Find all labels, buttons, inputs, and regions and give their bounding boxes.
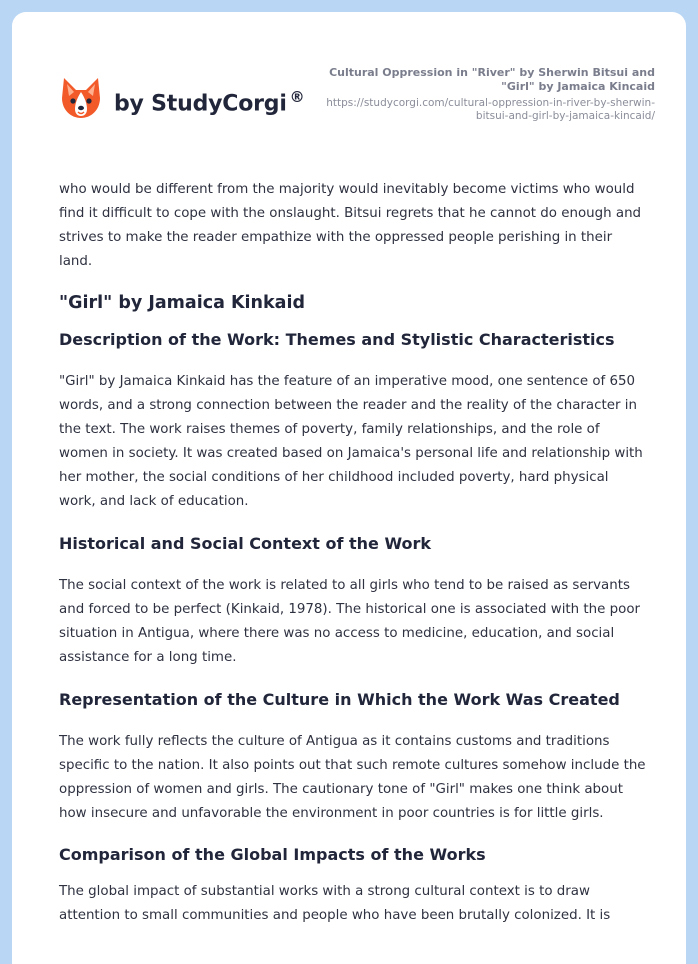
document-url[interactable]: https://studycorgi.com/cultural-oppression-in-river-by-sherwin-bitsui-and-girl-by-jamaica-kincaid/ — [326, 97, 655, 122]
page-header — [12, 12, 686, 172]
registered-mark: ® — [289, 87, 305, 106]
section-title: "Girl" by Jamaica Kinkaid — [59, 293, 305, 313]
document-body — [59, 178, 649, 928]
subsection-heading: Comparison of the Global Impacts of the Works — [59, 845, 486, 864]
subsection-paragraph: The social context of the work is related to all girls who tend to be raised as servants and forced to be perfect (Kinkaid, 1978). The historical one is associated with the poor situation in Antigua, where there was no access to medicine, education, and social assistance for a long time. — [59, 578, 641, 665]
document-meta — [295, 66, 655, 123]
corgi-icon — [60, 76, 102, 120]
document-page — [12, 12, 686, 964]
subsection-paragraph: The work fully reflects the culture of Antigua as it contains customs and traditions specific to the nation. It also points out that such remote cultures somehow include the oppression of women and girls. The cautionary tone of "Girl" makes one think about how insecure and unfavorable the environment in poor countries is for little girls. — [59, 734, 646, 821]
subsection-heading: Description of the Work: Themes and Stylistic Characteristics — [59, 330, 615, 349]
subsection-heading: Historical and Social Context of the Work — [59, 534, 432, 553]
subsection-paragraph: "Girl" by Jamaica Kinkaid has the feature of an imperative mood, one sentence of 650 words, and a strong connection between the reader and the reality of the character in the text. The work raises themes of poverty, family relationships, and the role of women in society. It was created based on Jamaica's personal life and relationship with her mother, the social conditions of her childhood included poverty, hard physical work, and lack of education. — [59, 374, 643, 509]
studycorgi-logo[interactable] — [60, 76, 304, 120]
brand-name: by StudyCorgi ® — [114, 87, 305, 117]
subsection-heading: Representation of the Culture in Which the Work Was Created — [59, 690, 620, 709]
subsection-paragraph: The global impact of substantial works with a strong cultural context is to draw attention to small communities and people who have been brutally colonized. It is — [59, 884, 611, 923]
intro-paragraph: who would be different from the majority would inevitably become victims who would find it difficult to cope with the onslaught. Bitsui regrets that he cannot do enough and strives to make the reader empathize with the oppressed people perishing in their land. — [59, 182, 642, 269]
document-title: Cultural Oppression in "River" by Sherwin Bitsui and "Girl" by Jamaica Kincaid — [329, 66, 655, 93]
